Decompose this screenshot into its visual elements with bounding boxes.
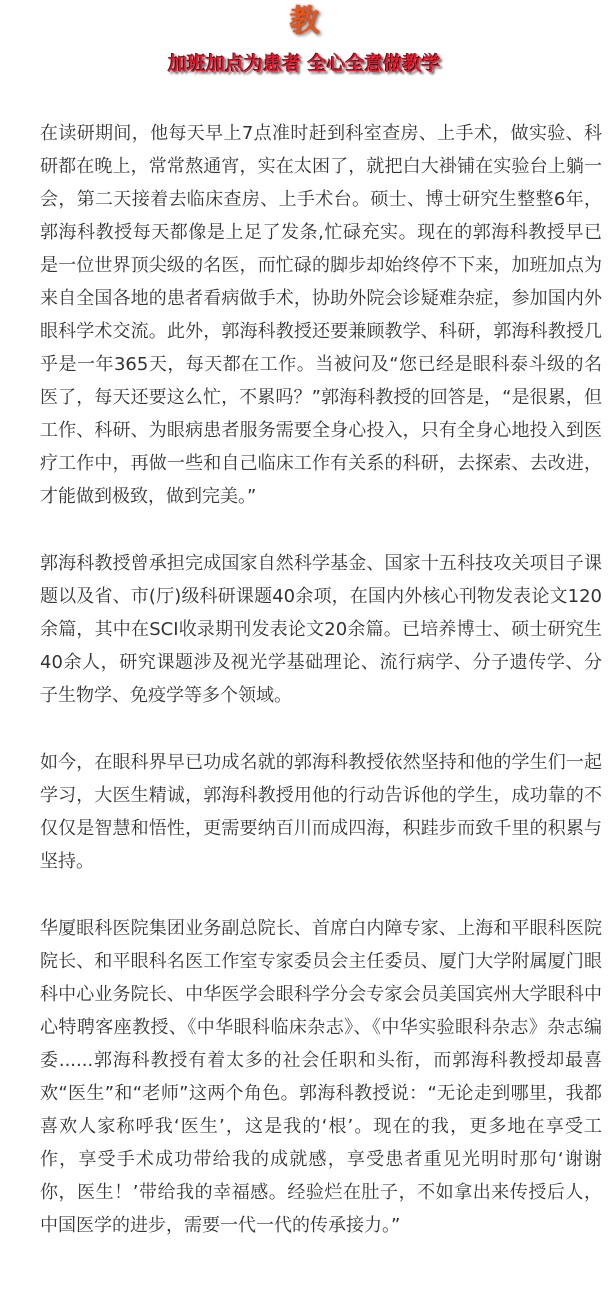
article-body xyxy=(40,117,602,1276)
header-slogan: 加班加点为患者 全心全意做教学 xyxy=(168,53,441,75)
article-paragraph-4: 华厦眼科医院集团业务副总院长、首席白内障专家、上海和平眼科医院院长、和平眼科名医工作室专家委员会主任委员、厦门大学附属厦门眼科中心业务院长、中华医学会眼科学分会专家会员美国宾州大学眼科中心特聘客座教授、《中华眼科临床杂志》、《中华实验眼科杂志》杂志编委......郭海科教授有着太多的社会任职和头衔，而郭海科教授却最喜欢“医生”和“老师”这两个角色。郭海科教授说：“无论走到哪里，我都喜欢人家称呼我‘医生’，这是我的‘根’。现在的我，更多地在享受工作，享受手术成功带给我的成就感，享受患者重见光明时那句‘谢谢你，医生！’带给我的幸福感。经验烂在肚子，不如拿出来传授后人，中国医学的进步，需要一代一代的传承接力。” xyxy=(40,918,602,1236)
header-title-char: 教 xyxy=(289,4,320,39)
article-paragraph-1: 在读研期间，他每天早上7点准时赶到科室查房、上手术，做实验、科研都在晚上，常常熬通宵，实在太困了，就把白大褂铺在实验台上躺一会，第二天接着去临床查房、上手术台。硕士、博士研究生整整6年，郭海科教授每天都像是上足了发条,忙碌充实。现在的郭海科教授早已是一位世界顶尖级的名医，而忙碌的脚步却始终停不下来，加班加点为来自全国各地的患者看病做手术，协助外院会诊疑难杂症，参加国内外眼科学术交流。此外，郭海科教授还要兼顾教学、科研，郭海科教授几乎是一年365天，每天都在工作。当被问及“您已经是眼科泰斗级的名医了，每天还要这么忙，不累吗？”郭海科教授的回答是，“是很累，但工作、科研、为眼病患者服务需要全身心投入，只有全身心地投入到医疗工作中，再做一些和自己临床工作有关系的科研，去探索、去改进，才能做到极致，做到完美。” xyxy=(40,123,602,507)
article-paragraph-2: 郭海科教授曾承担完成国家自然科学基金、国家十五科技攻关项目子课题以及省、市(厅)级科研课题40余项，在国内外核心刊物发表论文120余篇，其中在SCI收录期刊发表论文20余篇。已培养博士、硕士研究生40余人，研究课题涉及视光学基础理论、流行病学、分子遗传学、分子生物学、免疫学等多个领域。 xyxy=(40,553,602,706)
article-paragraph-3: 如今，在眼科界早已功成名就的郭海科教授依然坚持和他的学生们一起学习，大医生精诚，郭海科教授用他的行动告诉他的学生，成功靠的不仅仅是智慧和悟性，更需要纳百川而成四海，积跬步而致千里的积累与坚持。 xyxy=(40,752,602,872)
